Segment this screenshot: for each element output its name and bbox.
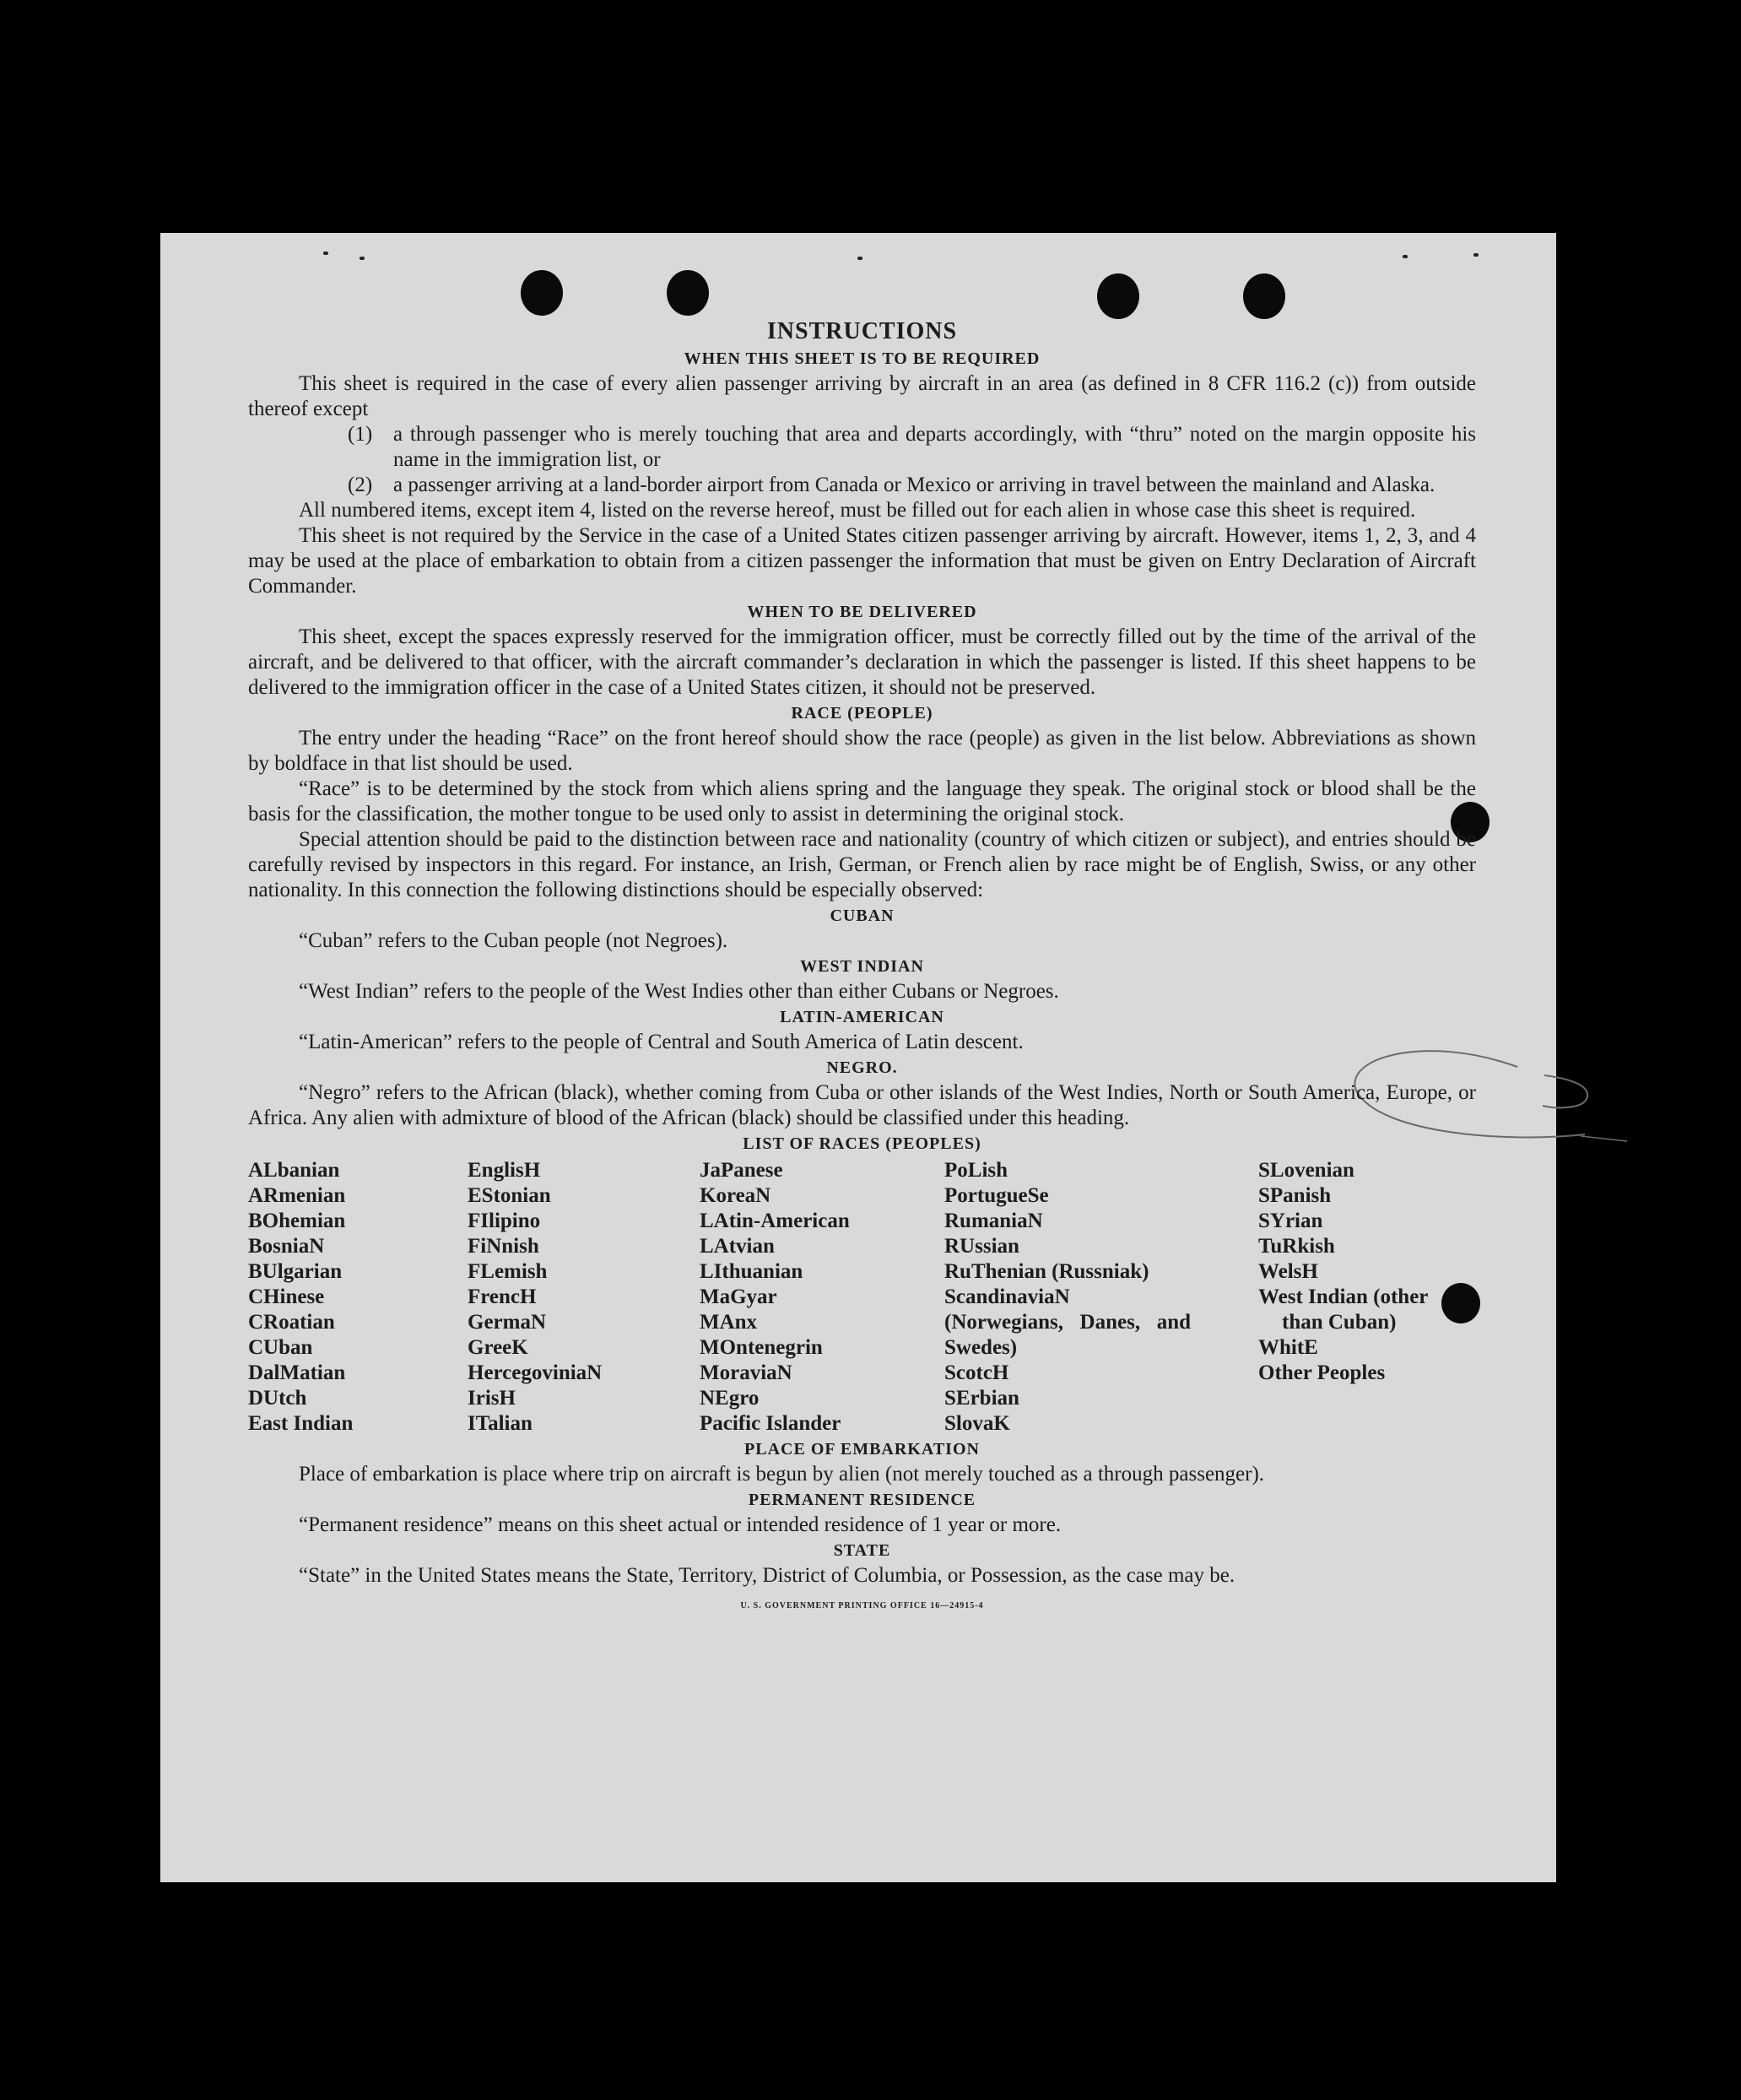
race-item: GreeK	[468, 1336, 528, 1359]
paragraph: “Race” is to be determined by the stock from which aliens spring and the language they speak. The original stock or blood shall be the basis for the classification, the mother tongue to be used only to assist in determining the original stock.	[248, 777, 1476, 825]
list-item	[248, 473, 1476, 498]
race-item-scandinavian: ScandinaviaN (Norwegians, Danes, and Swedes)	[944, 1285, 1191, 1359]
item-text: a passenger arriving at a land-border airport from Canada or Mexico or arriving in travel between the mainland and Alaska.	[393, 474, 1436, 496]
section-heading: RACE (PEOPLE)	[791, 704, 933, 723]
section-heading: PLACE OF EMBARKATION	[744, 1440, 980, 1459]
race-item: BosniaN	[248, 1235, 325, 1258]
paragraph: The entry under the heading “Race” on the front hereof should show the race (people) as given in the list below. Abbreviations as shown by boldface in that list should be used.	[248, 727, 1476, 775]
definition: “Cuban” refers to the Cuban people (not Negroes).	[299, 929, 728, 952]
punch-hole	[667, 270, 709, 316]
section-heading: CUBAN	[830, 907, 895, 925]
race-item: Other Peoples	[1258, 1361, 1386, 1384]
paragraph: All numbered items, except item 4, listed on the reverse hereof, must be filled out for each alien in whose case this sheet is required.	[299, 499, 1416, 522]
race-item: TuRkish	[1258, 1235, 1335, 1258]
race-item: FrencH	[468, 1285, 537, 1308]
race-column	[248, 1158, 468, 1437]
race-item: MAnx	[700, 1311, 758, 1334]
race-item: SYrian	[1258, 1210, 1323, 1232]
race-item: FLemish	[468, 1260, 548, 1283]
printer-imprint: U. S. GOVERNMENT PRINTING OFFICE 16—24915-4	[740, 1601, 984, 1610]
race-item: SLovenian	[1258, 1159, 1354, 1182]
section-heading: LATIN-AMERICAN	[780, 1008, 944, 1026]
race-item: PoLish	[944, 1159, 1008, 1182]
race-item: LAtvian	[700, 1235, 775, 1258]
race-item: MoraviaN	[700, 1361, 792, 1384]
race-item-west-indian-cont: than Cuban)	[1282, 1311, 1397, 1334]
paragraph: This sheet is not required by the Service in the case of a United States citizen passenger arriving by aircraft. However, items 1, 2, 3, and 4 may be used at the place of embarkation to obtain from a citizen passenger the information that must be given on Entry Declaration of Aircraft Commander.	[248, 524, 1476, 598]
page-title: INSTRUCTIONS	[766, 318, 958, 344]
race-item: CUban	[248, 1336, 313, 1359]
race-item: MOntenegrin	[700, 1336, 823, 1359]
section-heading: WHEN THIS SHEET IS TO BE REQUIRED	[684, 349, 1041, 368]
race-item: CHinese	[248, 1285, 325, 1308]
paragraph: “Permanent residence” means on this sheet actual or intended residence of 1 year or more.	[299, 1513, 1062, 1536]
speck-mark	[1403, 255, 1408, 258]
definition: “Latin-American” refers to the people of Central and South America of Latin descent.	[299, 1031, 1024, 1053]
section-heading: PERMANENT RESIDENCE	[748, 1491, 976, 1509]
race-item: RUssian	[944, 1235, 1019, 1258]
race-item: EnglisH	[468, 1159, 541, 1182]
speck-mark	[360, 257, 365, 260]
definition: “Negro” refers to the African (black), whether coming from Cuba or other islands of the West Indies, North or South America, Europe, or Africa. Any alien with admixture of blood of the African (black) should be classified under this heading.	[248, 1081, 1476, 1129]
paragraph: Place of embarkation is place where trip on aircraft is begun by alien (not merely touched as a through passenger).	[299, 1463, 1265, 1486]
race-item: EStonian	[468, 1184, 551, 1207]
race-item: GermaN	[468, 1311, 547, 1334]
item-number: (1)	[348, 423, 373, 446]
race-item: BOhemian	[248, 1210, 346, 1232]
race-list	[248, 1158, 1476, 1437]
section-heading: STATE	[833, 1541, 891, 1560]
race-item: HercegoviniaN	[468, 1361, 603, 1384]
section-heading: WEST INDIAN	[800, 957, 924, 976]
section-heading: NEGRO.	[826, 1058, 898, 1077]
race-item: FiNnish	[468, 1235, 539, 1258]
race-item: SPanish	[1258, 1184, 1332, 1207]
race-item: ALbanian	[248, 1159, 340, 1182]
race-column	[1258, 1158, 1476, 1437]
race-column	[700, 1158, 944, 1437]
race-item: WelsH	[1258, 1260, 1318, 1283]
instructions-body	[248, 317, 1476, 1619]
race-item: FIlipino	[468, 1210, 541, 1232]
race-item: ARmenian	[248, 1184, 346, 1207]
paragraph: This sheet is required in the case of every alien passenger arriving by aircraft in an area (as defined in 8 CFR 116.2 (c)) from outside thereof except	[248, 372, 1476, 420]
speck-mark	[1473, 253, 1479, 257]
paragraph: This sheet, except the spaces expressly reserved for the immigration officer, must be correctly filled out by the time of the arrival of the aircraft, and be delivered to that officer, with the aircraft commander’s declaration in which the passenger is listed. If this sheet happens to be delivered to the immigration officer in the case of a United States citizen, it should not be preserved.	[248, 625, 1476, 699]
section-heading: WHEN TO BE DELIVERED	[747, 603, 977, 621]
definition: “West Indian” refers to the people of the West Indies other than either Cubans or Negroes.	[299, 980, 1059, 1003]
race-item: MaGyar	[700, 1285, 777, 1308]
race-item: JaPanese	[700, 1159, 783, 1182]
section-heading: LIST OF RACES (PEOPLES)	[743, 1134, 981, 1153]
punch-hole	[1097, 273, 1139, 319]
item-number: (2)	[348, 474, 373, 496]
race-item: KoreaN	[700, 1184, 771, 1207]
race-item: DUtch	[248, 1387, 307, 1410]
race-item: PortugueSe	[944, 1184, 1049, 1207]
race-item: SErbian	[944, 1387, 1019, 1410]
race-item: LIthuanian	[700, 1260, 803, 1283]
race-item: ScotcH	[944, 1361, 1009, 1384]
race-column	[944, 1158, 1258, 1437]
paragraph: Special attention should be paid to the distinction between race and nationality (country of which citizen or subject), and entries should be carefully revised by inspectors in this regard. For instance, an Irish, German, or French alien by race might be of English, Swiss, or any other nationality. In this connection the following distinctions should be especially observed:	[248, 828, 1476, 901]
race-column	[468, 1158, 700, 1437]
race-item: CRoatian	[248, 1311, 335, 1334]
race-item: BUlgarian	[248, 1260, 343, 1283]
item-text: a through passenger who is merely touching that area and departs accordingly, with “thru” noted on the margin opposite his name in the immigration list, or	[393, 423, 1476, 471]
document-sheet	[160, 233, 1556, 1882]
race-item: RumaniaN	[944, 1210, 1043, 1232]
race-item: DalMatian	[248, 1361, 346, 1384]
race-item: SlovaK	[944, 1412, 1010, 1435]
race-item: East Indian	[248, 1412, 354, 1435]
speck-mark	[323, 252, 328, 255]
race-item: NEgro	[700, 1387, 760, 1410]
race-item-west-indian: West Indian (other	[1258, 1285, 1429, 1308]
list-item	[248, 422, 1476, 473]
race-item: LAtin-American	[700, 1210, 850, 1232]
race-item: Pacific Islander	[700, 1412, 841, 1435]
punch-hole	[521, 270, 563, 316]
speck-mark	[857, 257, 862, 260]
paragraph: “State” in the United States means the State, Territory, District of Columbia, or Possession, as the case may be.	[299, 1564, 1235, 1587]
race-item: IrisH	[468, 1387, 516, 1410]
race-item: WhitE	[1258, 1336, 1318, 1359]
race-item: ITalian	[468, 1412, 533, 1435]
race-item: RuThenian (Russniak)	[944, 1260, 1149, 1283]
punch-hole	[1243, 273, 1285, 319]
